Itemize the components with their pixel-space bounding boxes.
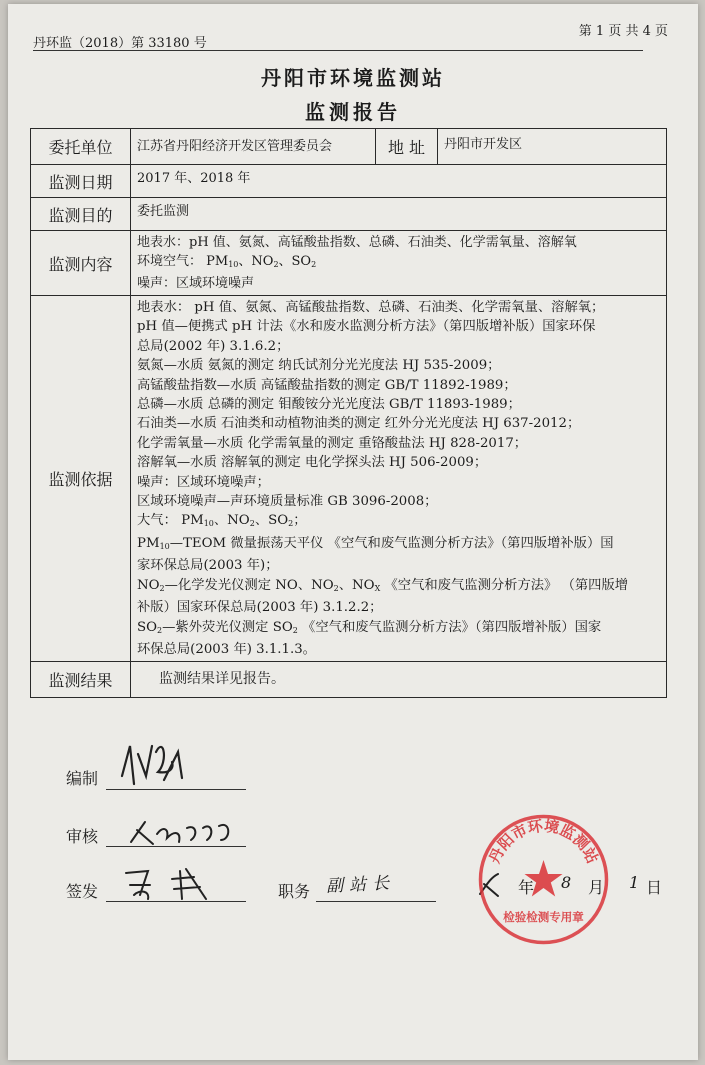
row-content [31, 231, 667, 296]
basis-label: 监测依据 [31, 296, 131, 662]
purpose-value: 委托监测 [131, 198, 667, 231]
header-rule [33, 50, 643, 51]
client-value: 江苏省丹阳经济开发区管理委员会 [131, 129, 376, 165]
basis-line: 地表水： pH 值、氨氮、高锰酸盐指数、总磷、石油类、化学需氧量、溶解氧； [137, 300, 605, 315]
basis-line: 大气： $PM_{10}$、$NO_2$、$SO_2$； [137, 513, 307, 529]
content-air: 环境空气： $PM_{10}$、$NO_2$、$SO_2$ [137, 254, 317, 269]
official-seal [476, 812, 611, 947]
report-table [30, 128, 667, 698]
reviewer-signature [123, 812, 253, 854]
report-page [8, 4, 698, 1060]
page-indicator: 第 1 页 共 4 页 [578, 24, 668, 39]
content-water: 地表水：pH 值、氨氮、高锰酸盐指数、总磷、石油类、化学需氧量、溶解氧 [137, 235, 577, 250]
basis-line: 总磷—水质 总磷的测定 钼酸铵分光光度法 GB/T 11893-1989； [137, 397, 521, 413]
document-number: 丹环监（2018）第 33180 号 [33, 36, 207, 51]
date-year-sep: 年 [518, 878, 535, 897]
basis-line: 总局(2002 年) 3.1.6.2； [137, 338, 290, 354]
basis-line: 环保总局(2003 年) 3.1.1.3。 [137, 641, 316, 657]
basis-line: $PM_{10}—TEOM$ 微量振荡天平仪 《空气和废气监测分析方法》（第四版增补版）国 [137, 535, 614, 551]
date-value: 2017 年、2018 年 [131, 165, 667, 198]
result-label: 监测结果 [31, 662, 131, 698]
report-title: 监测报告 [305, 100, 401, 124]
seal-top-text: 丹阳市环境监测站 [485, 816, 602, 867]
seal-bottom-text: 检验检测专用章 [503, 910, 584, 924]
date-month: 8 [561, 873, 572, 892]
basis-line: 石油类—水质 石油类和动植物油类的测定 红外分光光度法 HJ 637-2012； [137, 416, 581, 432]
row-result [31, 662, 667, 698]
date-month-sep: 月 [588, 878, 605, 897]
row-client [31, 129, 667, 165]
basis-line: 溶解氧—水质 溶解氧的测定 电化学探头法 HJ 506-2009； [137, 455, 488, 471]
basis-line: 氨氮—水质 氨氮的测定 纳氏试剂分光光度法 HJ 535-2009； [137, 358, 501, 374]
issuer-label: 签发 [66, 882, 99, 901]
date-day: 1 [629, 873, 640, 892]
basis-line: 高锰酸盐指数—水质 高锰酸盐指数的测定 GB/T 11892-1989； [137, 377, 517, 393]
basis-line: 区域环境噪声—声环境质量标准 GB 3096-2008； [137, 494, 438, 510]
basis-line: $SO_2—$紫外荧光仪测定 $SO_2$ 《空气和废气监测分析方法》（第四版增补版）国家 [137, 619, 602, 635]
client-label: 委托单位 [31, 129, 131, 165]
result-value: 监测结果详见报告。 [131, 662, 667, 698]
date-label: 监测日期 [31, 165, 131, 198]
compiler-signature [112, 732, 202, 794]
compiler-label: 编制 [66, 769, 99, 788]
position-value: 副站长 [325, 873, 396, 897]
row-purpose [31, 198, 667, 231]
basis-line: 补版）国家环保总局(2003 年) 3.1.2.2； [137, 600, 383, 616]
issuer-signature [120, 859, 230, 903]
row-date [31, 165, 667, 198]
position-line [316, 901, 436, 902]
seal-star-icon [525, 860, 563, 897]
reviewer-label: 审核 [66, 827, 99, 846]
address-value: 丹阳市开发区 [438, 129, 667, 165]
basis-line: $NO_2—$化学发光仪测定 NO、$NO_2$、$NO_X$ 《空气和废气监测分析方法》 （第四版增 [137, 577, 629, 593]
content-noise: 噪声：区域环境噪声 [137, 276, 255, 291]
date-day-sep: 日 [646, 878, 663, 897]
basis-line: 噪声：区域环境噪声； [137, 474, 270, 490]
svg-text:丹阳市环境监测站 [485, 817, 601, 867]
content-label: 监测内容 [31, 231, 131, 296]
basis-value [131, 296, 667, 662]
basis-line: pH 值—便携式 pH 计法《水和废水监测分析方法》（第四版增补版）国家环保 [137, 319, 596, 335]
address-label: 地 址 [376, 129, 438, 165]
basis-line: 家环保总局(2003 年)； [137, 558, 279, 574]
position-label: 职务 [278, 882, 311, 901]
basis-line: 化学需氧量—水质 化学需氧量的测定 重铬酸盐法 HJ 828-2017； [137, 435, 528, 451]
content-value [131, 231, 667, 296]
station-title: 丹阳市环境监测站 [261, 66, 445, 90]
row-basis [31, 296, 667, 662]
purpose-label: 监测目的 [31, 198, 131, 231]
